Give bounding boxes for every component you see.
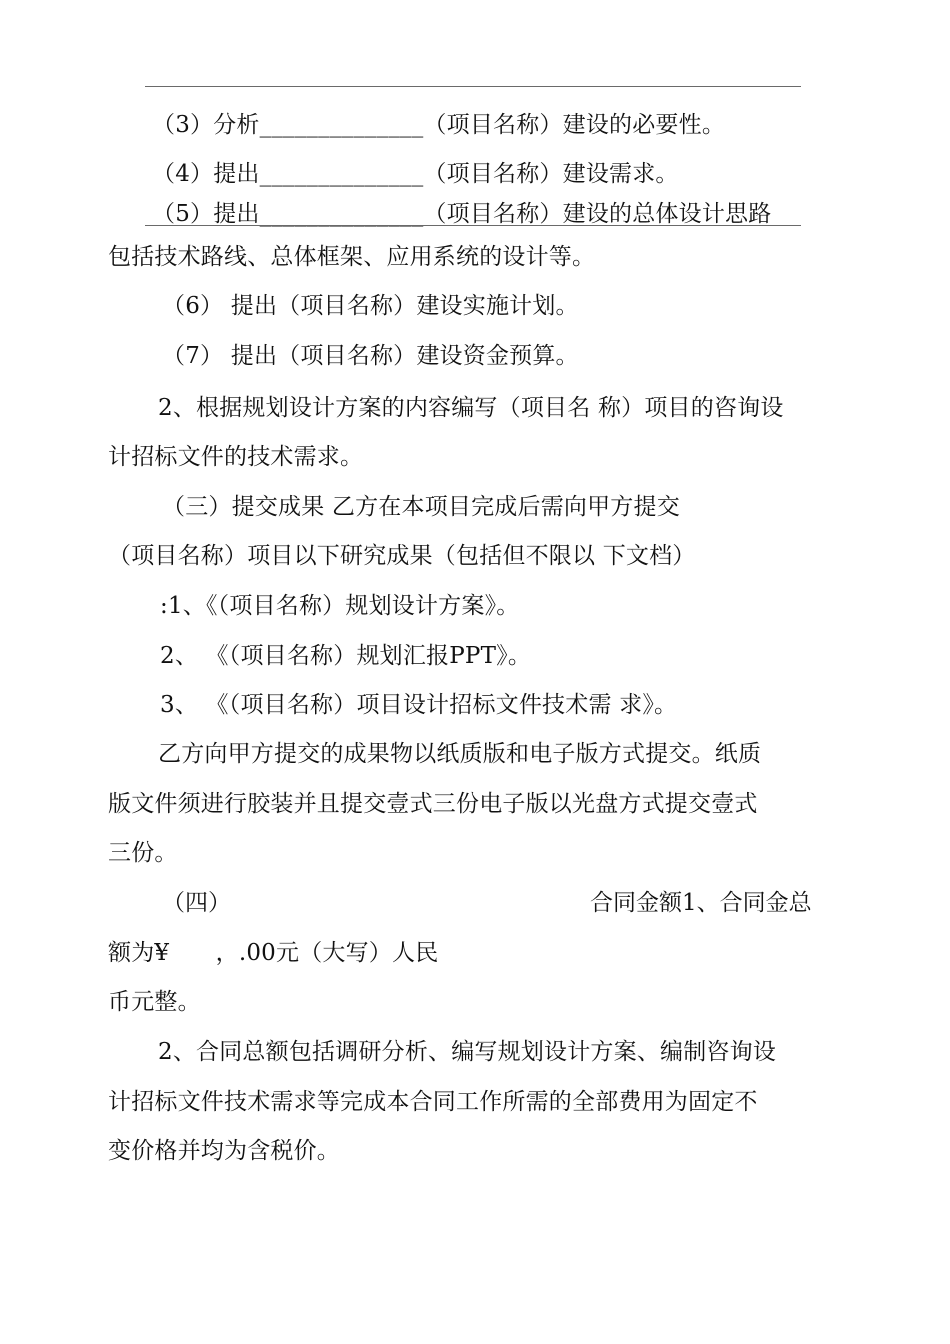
submission-para-line-3: 三份。 (108, 840, 178, 866)
item-3-line: （3）分析______________（项目名称）建设的必要性。 (152, 112, 726, 138)
para-2-line-1: 2、根据规划设计方案的内容编写（项目名 称）项目的咨询设 (158, 395, 784, 421)
total-para-line-2: 计招标文件技术需求等完成本合同工作所需的全部费用为固定不 (108, 1089, 758, 1115)
item-6-line: （6） 提出（项目名称）建设实施计划。 (162, 293, 579, 319)
submission-para-line-1: 乙方向甲方提交的成果物以纸质版和电子版方式提交。纸质 (158, 741, 762, 767)
deliverable-3: 3、 《（项目名称）项目设计招标文件技术需 求》。 (160, 692, 678, 718)
submission-para-line-2: 版文件须进行胶装并且提交壹式三份电子版以光盘方式提交壹式 (108, 791, 758, 817)
amount-line: 额为¥ ，.00元（大写）人民 (108, 940, 439, 966)
deliverable-2: 2、 《（项目名称）规划汇报PPT》。 (160, 643, 532, 669)
deliverable-1: :1、《（项目名称）规划设计方案》。 (160, 593, 520, 619)
amount-line-end: 币元整。 (108, 989, 201, 1015)
para-2-line-2: 计招标文件的技术需求。 (108, 444, 364, 470)
item-4-line: （4）提出______________（项目名称）建设需求。 (152, 161, 679, 187)
item-5-underline (145, 225, 801, 226)
section-4-contract-amount: 合同金额1、合同金总 (590, 890, 812, 916)
total-para-line-1: 2、合同总额包括调研分析、编写规划设计方案、编制咨询设 (158, 1039, 777, 1065)
total-para-line-3: 变价格并均为含税价。 (108, 1138, 340, 1164)
item-7-line: （7） 提出（项目名称）建设资金预算。 (162, 343, 579, 369)
item-5-continuation: 包括技术路线、总体框架、应用系统的设计等。 (108, 244, 596, 270)
item-5-line: （5）提出______________（项目名称）建设的总体设计思路 (152, 201, 772, 227)
top-rule (145, 86, 801, 87)
section-3-line-2: （项目名称）项目以下研究成果（包括但不限以 下文档） (108, 543, 696, 569)
section-4-label: （四） (162, 890, 231, 916)
section-3-heading: （三）提交成果 乙方在本项目完成后需向甲方提交 (162, 494, 680, 520)
